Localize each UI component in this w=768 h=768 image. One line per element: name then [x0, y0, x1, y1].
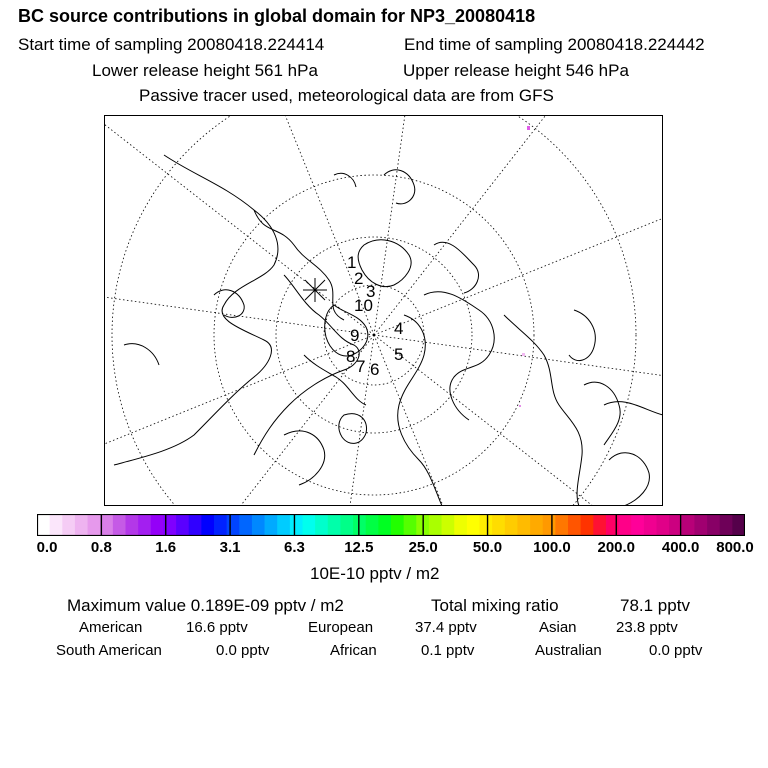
- colorbar-cell: [644, 514, 657, 536]
- lower-height-line: [92, 61, 318, 81]
- upper-height-label: Upper release height: [403, 61, 561, 80]
- region-name: African: [330, 642, 377, 659]
- colorbar-tick-label: 400.0: [661, 539, 700, 556]
- region-name: European: [308, 619, 374, 636]
- asterisk-icon: [303, 278, 327, 302]
- colorbar-cell: [315, 514, 328, 536]
- start-time-value: 20080418.224414: [187, 35, 325, 54]
- colorbar-cell: [239, 514, 252, 536]
- colorbar-cell: [151, 514, 164, 536]
- colorbar-cell: [631, 514, 644, 536]
- colorbar-cell: [492, 514, 505, 536]
- colorbar-cell: [505, 514, 518, 536]
- colorbar-tick-label: 0.8: [90, 539, 112, 556]
- colorbar-cell: [581, 514, 594, 536]
- colorbar-tick-label: 50.0: [472, 539, 503, 556]
- colorbar-unit: 10E-10 pptv / m2: [310, 564, 440, 583]
- colorbar-cell: [340, 514, 353, 536]
- source-label: 4: [394, 319, 404, 338]
- colorbar-tick-label: 100.0: [533, 539, 571, 556]
- colorbar-cell: [189, 514, 202, 536]
- colorbar-cell: [252, 514, 265, 536]
- region-name: Australian: [535, 642, 602, 659]
- tracer-note: Passive tracer used, meteorological data are from GFS: [139, 86, 554, 105]
- colorbar-cell: [480, 514, 493, 536]
- colorbar-cell: [543, 514, 556, 536]
- colorbar-cell: [353, 514, 366, 536]
- source-label: 8: [346, 347, 356, 366]
- colorbar-cell: [277, 514, 290, 536]
- plot-title: BC source contributions in global domain for NP3_20080418: [18, 6, 536, 26]
- tracer-speck: [522, 353, 525, 356]
- source-label: 7: [356, 357, 366, 376]
- max-value-label: Maximum value: [67, 596, 187, 615]
- colorbar-cell: [201, 514, 214, 536]
- end-time-line: [404, 35, 705, 55]
- colorbar-cell: [138, 514, 151, 536]
- region-value: 0.0 pptv: [216, 642, 270, 659]
- colorbar-tick-label: 1.6: [155, 539, 177, 556]
- region-value: 23.8 pptv: [616, 619, 678, 636]
- colorbar-cell: [606, 514, 619, 536]
- colorbar-cell: [530, 514, 543, 536]
- colorbar-cell: [378, 514, 391, 536]
- source-label: 2: [354, 269, 364, 288]
- colorbar-tick-label: 0.0: [36, 539, 58, 556]
- colorbar-cell: [429, 514, 442, 536]
- colorbar-cell: [328, 514, 341, 536]
- colorbar-cell: [442, 514, 455, 536]
- colorbar-cell: [303, 514, 316, 536]
- colorbar-cell: [517, 514, 530, 536]
- colorbar-cell: [454, 514, 467, 536]
- colorbar-tick-label: 200.0: [597, 539, 636, 556]
- colorbar-cell: [467, 514, 480, 536]
- colorbar-cell: [391, 514, 404, 536]
- upper-height-line: [403, 61, 629, 81]
- colorbar-cell: [62, 514, 75, 536]
- map-frame: [105, 116, 663, 506]
- colorbar-tick-label: 6.3: [284, 539, 305, 556]
- region-name: Asian: [539, 619, 577, 636]
- region-value: 16.6 pptv: [186, 619, 248, 636]
- colorbar-cell: [265, 514, 278, 536]
- tracer-speck: [519, 405, 521, 407]
- region-value: 37.4 pptv: [415, 619, 477, 636]
- upper-height-value: 546 hPa: [565, 61, 629, 80]
- colorbar-cell: [75, 514, 88, 536]
- colorbar-tick-label: 25.0: [408, 539, 438, 556]
- colorbar-tick-label: 800.0: [716, 539, 754, 556]
- colorbar-cell: [37, 514, 50, 536]
- region-name: American: [79, 619, 143, 636]
- start-time-label: Start time of sampling: [18, 35, 183, 54]
- colorbar-cell: [227, 514, 240, 536]
- start-time-line: [18, 35, 324, 55]
- colorbar-cell: [707, 514, 720, 536]
- colorbar-cell: [366, 514, 379, 536]
- colorbar-cell: [290, 514, 303, 536]
- source-label: 5: [394, 345, 404, 364]
- region-value: 0.1 pptv: [421, 642, 475, 659]
- end-time-value: 20080418.224442: [567, 35, 705, 54]
- colorbar-cell: [555, 514, 568, 536]
- region-name: South American: [56, 642, 162, 659]
- lower-height-label: Lower release height: [92, 61, 250, 80]
- colorbar-cell: [732, 514, 745, 536]
- colorbar-cell: [694, 514, 707, 536]
- colorbar-cell: [682, 514, 695, 536]
- source-label: 6: [370, 360, 380, 379]
- max-value: 0.189E-09 pptv / m2: [190, 596, 344, 615]
- end-time-label: End time of sampling: [404, 35, 563, 54]
- colorbar-cell: [100, 514, 113, 536]
- source-label: 1: [347, 253, 357, 272]
- colorbar-cell: [619, 514, 632, 536]
- colorbar-cell: [176, 514, 189, 536]
- colorbar-cell: [113, 514, 126, 536]
- colorbar: [37, 514, 745, 536]
- lower-height-value: 561 hPa: [254, 61, 318, 80]
- total-value: 78.1 pptv: [620, 596, 690, 615]
- region-value: 0.0 pptv: [649, 642, 703, 659]
- source-label: 3: [366, 282, 376, 301]
- colorbar-cell: [568, 514, 581, 536]
- colorbar-tick-label: 12.5: [344, 539, 374, 556]
- tracer-speck: [527, 126, 530, 130]
- colorbar-cell: [214, 514, 227, 536]
- colorbar-cell: [126, 514, 139, 536]
- colorbar-cell: [720, 514, 733, 536]
- total-label: Total mixing ratio: [431, 596, 559, 615]
- colorbar-cell: [88, 514, 101, 536]
- source-label: 9: [350, 326, 360, 345]
- colorbar-cell: [50, 514, 63, 536]
- source-label: 10: [354, 296, 373, 315]
- colorbar-cell: [404, 514, 417, 536]
- max-value-line: [67, 596, 344, 616]
- polar-map: [104, 115, 663, 506]
- colorbar-tick-label: 3.1: [219, 539, 241, 556]
- colorbar-cell: [657, 514, 670, 536]
- colorbar-cell: [593, 514, 606, 536]
